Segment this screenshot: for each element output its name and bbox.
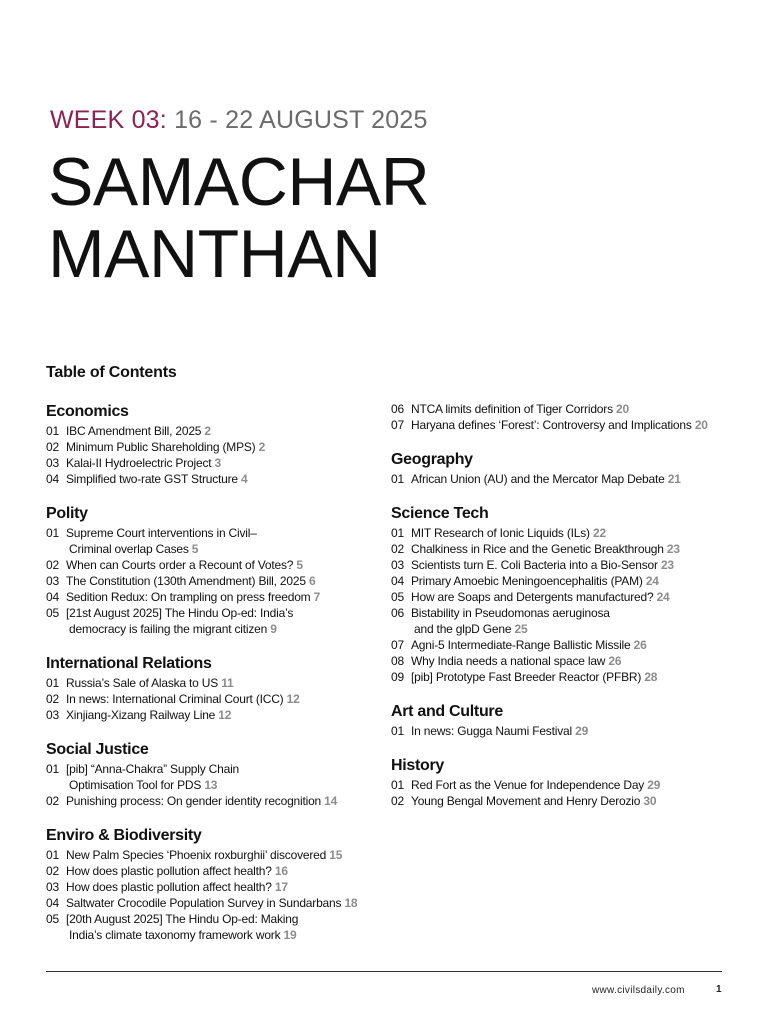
week-label: WEEK 03:: [50, 106, 167, 134]
toc-item[interactable]: [391, 471, 731, 487]
toc-section-geography: [391, 451, 731, 487]
toc-item-page: 28: [644, 670, 658, 684]
toc-item-text: [66, 863, 386, 879]
toc-item-title: Haryana defines ‘Forest’: Controversy and Implications: [411, 418, 692, 432]
toc-item-page: 12: [286, 692, 300, 706]
toc-item-title: How are Soaps and Detergents manufactured?: [411, 590, 654, 604]
toc-item-title-continued: and the glpD Gene: [414, 622, 512, 636]
toc-item[interactable]: [46, 439, 386, 455]
toc-item[interactable]: [391, 653, 731, 669]
toc-item-number: 07: [391, 418, 404, 432]
toc-section-international-relations: [46, 655, 386, 723]
toc-item-page: 20: [616, 402, 629, 416]
toc-item-title: When can Courts order a Recount of Votes?: [66, 558, 294, 572]
toc-item-title-continued: Optimisation Tool for PDS: [69, 778, 202, 792]
toc-item[interactable]: [46, 423, 386, 439]
toc-item-page: 21: [667, 472, 681, 486]
toc-item-page: 15: [329, 848, 343, 862]
toc-item-title: Punishing process: On gender identity recognition: [66, 794, 322, 808]
toc-item-number: 06: [391, 606, 404, 620]
footer-url[interactable]: www.civilsdaily.com: [592, 985, 685, 996]
toc-item[interactable]: [391, 525, 731, 541]
toc-item-title: Bistability in Pseudomonas aeruginosa: [411, 606, 610, 620]
toc-item-title: Saltwater Crocodile Population Survey in Sundarbans: [66, 896, 342, 910]
toc-item-title: The Constitution (130th Amendment) Bill, 2025: [66, 574, 306, 588]
toc-continued-items: [391, 401, 731, 433]
toc-item-page: 29: [575, 724, 589, 738]
toc-section-social-justice: [46, 741, 386, 809]
toc-section-title[interactable]: Social Justice: [46, 741, 149, 758]
toc-item-title: New Palm Species ‘Phoenix roxburghii’ discovered: [66, 848, 327, 862]
toc-item-title: Simplified two-rate GST Structure: [66, 472, 238, 486]
toc-item[interactable]: [391, 723, 731, 739]
toc-item[interactable]: [391, 541, 731, 557]
toc-item-title-line-2: [66, 541, 386, 557]
toc-item-number: 03: [391, 558, 404, 572]
page-title: [48, 146, 429, 290]
toc-item-page: 24: [656, 590, 670, 604]
toc-item-number: 04: [46, 590, 59, 604]
toc-item-page: 25: [514, 622, 528, 636]
toc-item-text: [411, 637, 731, 653]
toc-section-title[interactable]: History: [391, 757, 445, 774]
toc-item[interactable]: [391, 417, 731, 433]
toc-item-title: Minimum Public Shareholding (MPS): [66, 440, 256, 454]
toc-item-title: Kalai-II Hydroelectric Project: [66, 456, 212, 470]
toc-item-number: 02: [46, 440, 59, 454]
toc-item[interactable]: [46, 761, 386, 793]
toc-item-title-line-2: [66, 927, 386, 943]
toc-item-number: 01: [46, 676, 59, 690]
toc-item[interactable]: [391, 637, 731, 653]
toc-section-economics: [46, 403, 386, 487]
toc-item-number: 07: [391, 638, 404, 652]
toc-item-title: Why India needs a national space law: [411, 654, 606, 668]
toc-item-text: [411, 589, 731, 605]
toc-item-page: 23: [660, 558, 674, 572]
toc-section-art-and-culture: [391, 703, 731, 739]
toc-item[interactable]: [46, 895, 386, 911]
toc-item-number: 01: [391, 472, 404, 486]
title-line-2: MANTHAN: [48, 216, 381, 292]
toc-item-text: [66, 423, 386, 439]
toc-item-number: 08: [391, 654, 404, 668]
toc-item-title: Sedition Redux: On trampling on press freedom: [66, 590, 311, 604]
toc-item-text: [411, 525, 731, 541]
toc-item-text: [411, 605, 731, 637]
toc-section-title[interactable]: Enviro & Biodiversity: [46, 827, 202, 844]
toc-item-text: [411, 541, 731, 557]
toc-item[interactable]: [391, 589, 731, 605]
toc-item-page: 5: [191, 542, 199, 556]
toc-item-title: Agni-5 Intermediate-Range Ballistic Missile: [411, 638, 631, 652]
toc-item-page: 14: [324, 794, 338, 808]
toc-item-title: NTCA limits definition of Tiger Corridors: [411, 402, 613, 416]
toc-item-number: 02: [391, 542, 404, 556]
toc-item-text: [66, 455, 386, 471]
toc-item-title: Young Bengal Movement and Henry Derozio: [411, 794, 641, 808]
toc-item-title: [pib] Prototype Fast Breeder Reactor (PFBR): [411, 670, 642, 684]
toc-item-page: 26: [633, 638, 647, 652]
toc-item[interactable]: [46, 525, 386, 557]
toc-item-text: [411, 401, 731, 417]
toc-item-page: 7: [313, 590, 321, 604]
toc-item-number: 01: [46, 762, 59, 776]
toc-item-page: 13: [204, 778, 218, 792]
toc-item-number: 02: [391, 794, 404, 808]
toc-item-text: [66, 707, 386, 723]
toc-section-title[interactable]: International Relations: [46, 655, 212, 672]
toc-item-page: 6: [308, 574, 316, 588]
toc-item-text: [411, 557, 731, 573]
toc-item-text: [411, 793, 731, 809]
toc-item-number: 01: [46, 848, 59, 862]
toc-item-text: [66, 691, 386, 707]
toc-item[interactable]: [46, 455, 386, 471]
toc-item[interactable]: [46, 471, 386, 487]
toc-item-page: 17: [274, 880, 288, 894]
toc-item[interactable]: [46, 675, 386, 691]
toc-item[interactable]: [391, 777, 731, 793]
toc-item[interactable]: [46, 911, 386, 943]
toc-item-title: How does plastic pollution affect health?: [66, 880, 272, 894]
toc-item-title-continued: democracy is failing the migrant citizen: [69, 622, 268, 636]
toc-item-number: 05: [46, 912, 59, 926]
toc-item-text: [411, 669, 731, 685]
toc-item-number: 02: [46, 692, 59, 706]
toc-item-title: Scientists turn E. Coli Bacteria into a Bio-Sensor: [411, 558, 658, 572]
toc-item-title-continued: Criminal overlap Cases: [69, 542, 189, 556]
toc-item-number: 03: [46, 574, 59, 588]
footer-page-number: 1: [716, 984, 722, 995]
toc-item-page: 24: [645, 574, 659, 588]
toc-item[interactable]: [46, 793, 386, 809]
toc-item-page: 11: [221, 676, 234, 690]
toc-item[interactable]: [391, 793, 731, 809]
toc-item-title-continued: India’s climate taxonomy framework work: [69, 928, 281, 942]
toc-item[interactable]: [46, 557, 386, 573]
toc-item-text: [411, 653, 731, 669]
toc-item-text: [66, 525, 386, 557]
toc-item-text: [66, 589, 386, 605]
toc-item-number: 02: [46, 558, 59, 572]
toc-item-page: 20: [694, 418, 708, 432]
title-line-1: SAMACHAR: [48, 144, 430, 220]
toc-item-text: [411, 417, 731, 433]
toc-item-title: IBC Amendment Bill, 2025: [66, 424, 202, 438]
toc-item-number: 01: [391, 724, 404, 738]
toc-right-column: [391, 403, 731, 827]
footer-divider: [46, 971, 722, 972]
toc-item-number: 04: [391, 574, 404, 588]
toc-heading: Table of Contents: [46, 364, 177, 381]
toc-item[interactable]: [391, 401, 731, 417]
toc-item[interactable]: [46, 847, 386, 863]
toc-item-title: Russia’s Sale of Alaska to US: [66, 676, 219, 690]
toc-item-title: [20th August 2025] The Hindu Op-ed: Making: [66, 912, 299, 926]
toc-item-page: 29: [647, 778, 661, 792]
toc-item[interactable]: [46, 589, 386, 605]
toc-item-text: [66, 793, 386, 809]
week-heading: [50, 106, 428, 135]
toc-item-number: 01: [391, 778, 404, 792]
toc-item-text: [66, 605, 386, 637]
toc-item-text: [411, 777, 731, 793]
toc-section-title[interactable]: Economics: [46, 403, 129, 420]
toc-item-title: Red Fort as the Venue for Independence Day: [411, 778, 645, 792]
toc-item-title: How does plastic pollution affect health?: [66, 864, 272, 878]
toc-item-number: 03: [46, 880, 59, 894]
toc-item[interactable]: [46, 605, 386, 637]
toc-item-number: 04: [46, 472, 59, 486]
toc-item-page: 16: [274, 864, 288, 878]
toc-item[interactable]: [391, 557, 731, 573]
toc-item-number: 09: [391, 670, 404, 684]
toc-item-number: 03: [46, 456, 59, 470]
toc-section-science-tech: [391, 505, 731, 685]
toc-item-title: African Union (AU) and the Mercator Map Debate: [411, 472, 665, 486]
toc-item-number: 02: [46, 794, 59, 808]
toc-item-text: [66, 573, 386, 589]
toc-item-page: 4: [241, 472, 248, 486]
toc-item-number: 01: [46, 526, 59, 540]
toc-item-page: 12: [218, 708, 232, 722]
toc-item-page: 22: [593, 526, 606, 540]
toc-item[interactable]: [391, 573, 731, 589]
toc-item-number: 01: [46, 424, 59, 438]
toc-item-title: MIT Research of Ionic Liquids (ILs): [411, 526, 590, 540]
toc-item[interactable]: [391, 605, 731, 637]
toc-item-number: 02: [46, 864, 59, 878]
toc-item[interactable]: [46, 573, 386, 589]
toc-section-enviro-biodiversity: [46, 827, 386, 943]
toc-item-number: 04: [46, 896, 59, 910]
toc-item-number: 01: [391, 526, 404, 540]
toc-item-title: Supreme Court interventions in Civil–: [66, 526, 257, 540]
toc-item-number: 05: [391, 590, 404, 604]
toc-item-text: [411, 471, 731, 487]
toc-item-text: [411, 573, 731, 589]
toc-item-page: 19: [283, 928, 297, 942]
toc-item-title-line-2: [66, 621, 386, 637]
toc-section-title[interactable]: Geography: [391, 451, 473, 468]
toc-item-number: 06: [391, 402, 404, 416]
toc-item-title: [21st August 2025] The Hindu Op-ed: India’s: [66, 606, 294, 620]
toc-item-page: 2: [204, 424, 211, 438]
toc-item-title: Xinjiang-Xizang Railway Line: [66, 708, 216, 722]
toc-item[interactable]: [391, 669, 731, 685]
toc-item-title: Chalkiness in Rice and the Genetic Breakthrough: [411, 542, 664, 556]
toc-item-text: [66, 675, 386, 691]
toc-item-number: 05: [46, 606, 59, 620]
toc-item-page: 18: [344, 896, 358, 910]
toc-item-text: [66, 879, 386, 895]
toc-section-history: [391, 757, 731, 809]
toc-item-text: [411, 723, 731, 739]
toc-section-polity: [46, 505, 386, 637]
toc-item-title-line-2: [66, 777, 386, 793]
toc-item-number: 03: [46, 708, 59, 722]
toc-item-text: [66, 471, 386, 487]
toc-item-page: 3: [214, 456, 222, 470]
toc-item[interactable]: [46, 691, 386, 707]
toc-item-text: [66, 557, 386, 573]
toc-item-page: 26: [608, 654, 622, 668]
toc-item[interactable]: [46, 863, 386, 879]
toc-item-title: In news: International Criminal Court (ICC): [66, 692, 284, 706]
toc-item-page: 30: [643, 794, 657, 808]
toc-item-text: [66, 895, 386, 911]
toc-item-text: [66, 761, 386, 793]
toc-item-text: [66, 439, 386, 455]
toc-item-text: [66, 911, 386, 943]
toc-item-title: [pib] “Anna-Chakra” Supply Chain: [66, 762, 240, 776]
toc-item-title: Primary Amoebic Meningoencephalitis (PAM): [411, 574, 643, 588]
toc-item-title: In news: Gugga Naumi Festival: [411, 724, 572, 738]
toc-item-page: 9: [270, 622, 277, 636]
toc-section-title[interactable]: Art and Culture: [391, 703, 503, 720]
week-dates: 16 - 22 AUGUST 2025: [174, 106, 428, 134]
toc-item-text: [66, 847, 386, 863]
toc-section-title[interactable]: Science Tech: [391, 505, 489, 522]
toc-item-title-line-2: [411, 621, 731, 637]
toc-item[interactable]: [46, 879, 386, 895]
toc-item-page: 23: [666, 542, 680, 556]
toc-section-title[interactable]: Polity: [46, 505, 88, 522]
toc-item-page: 5: [296, 558, 303, 572]
toc-item[interactable]: [46, 707, 386, 723]
toc-left-column: [46, 403, 386, 961]
toc-item-page: 2: [258, 440, 266, 454]
